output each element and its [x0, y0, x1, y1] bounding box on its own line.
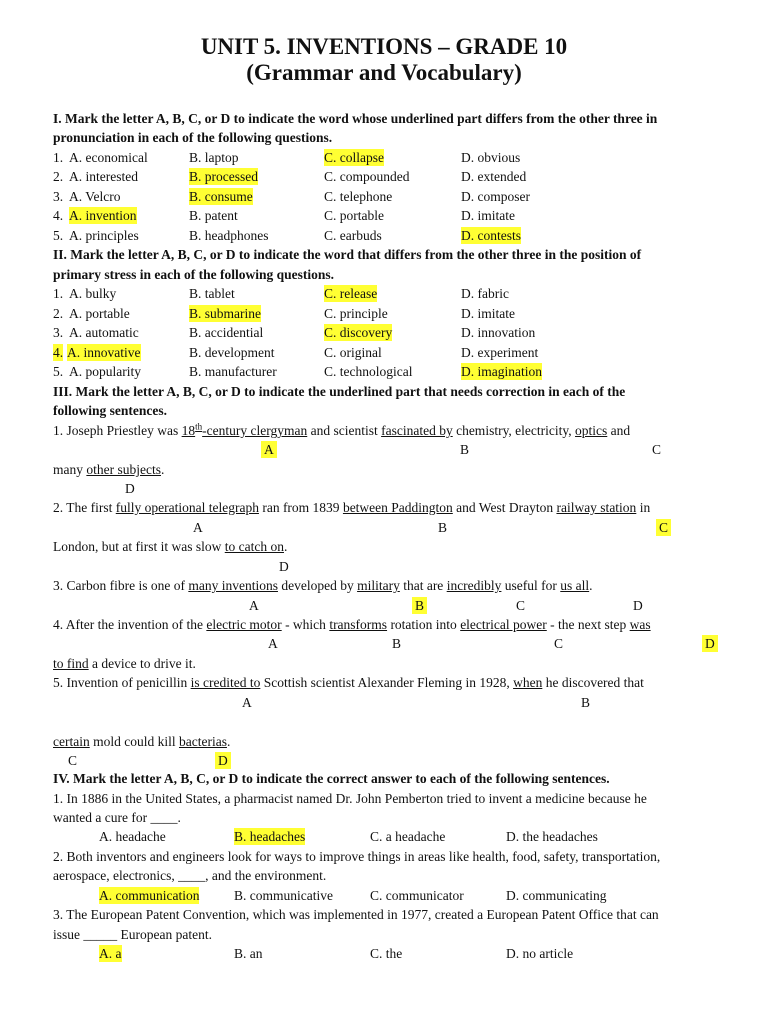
answer-letter: D: [215, 752, 231, 769]
option-d: D. experiment: [461, 345, 539, 360]
choice-letter: A: [242, 695, 252, 710]
option-a: A. automatic: [69, 325, 139, 340]
option-c: C. technological: [324, 364, 413, 379]
option-b: B. communicative: [234, 888, 333, 903]
mc-question-1-cont: wanted a cure for ____.: [53, 810, 181, 825]
worksheet-page: UNIT 5. INVENTIONS – GRADE 10 (Grammar and Vocabulary) I. Mark the letter A, B, C, or D to indicate the word whose underlined part differs from the other three in pronunciation in each of the following questions. 1. A. economical B. laptop C. collapse D. obvious 2. A. interested B. processed C. compounded D. extended 3. A. Velcro B. consume C. telephone D. composer 4. A. invention B. patent C. portable D. imitate 5. A. principles B. headphones C. earbuds D. contests II. Mark the letter A, B, C, or D to indicate the word that differs from the other three in the position of primary stress in each of the following questions. 1. A. bulky B. tablet C. release D. fabric 2. A. portable B. submarine C. principle D. imitate 3. A. automatic B. accidential C. discovery D. innovation 4. A. innovative B. development C. original D. experiment 5. A. popularity B. manufacturer C. technological D. imagination III. Mark the letter A, B, C, or D to indicate the underlined part that needs correction in each of the following sentences. 1. Joseph Priestley was 18th-century clergyman and scientist fascinated by chemistry, electricity, optics and A B C many other subjects. D 2. The first fully operational telegraph ran from 1839 between Paddington and West Drayton railway station in A B C London, but at first it was slow to catch on. D 3. Carbon fibre is one of many inventions developed by military that are incredibly useful for us all. A B C D 4. After the invention of the electric motor - which transforms rotation into electrical power - the next step was A B C D to find a device to drive it. 5. Invention of penicillin is credited to Scottish scientist Alexander Fleming in 1928, when he discovered that A B certain mold could kill bacterias. C D IV. Mark the letter A, B, C, or D to indicate the correct answer to each of the following sentences. 1. In 1886 in the United States, a pharmacist named Dr. John Pemberton tried to invent a medicine because he wanted a cure for ____. A. headache B. headaches C. a headache D. the headaches 2. Both inventors and engineers look for ways to improve things in areas like health, food, safety, transportation, aerospace, electronics, ____, and the environment. A. communication B. communicative C. communicator D. communicating 3. The European Patent Convention, which was implemented in 1977, created a European Patent Office that can issue _____ European patent. A. a B. an C. the D. no article: [0, 0, 768, 1024]
option-b: B. headphones: [189, 228, 269, 243]
choice-letter: C: [554, 636, 564, 651]
option-a-answer: A. a: [99, 946, 122, 961]
option-c: C. original: [324, 345, 382, 360]
option-d: D. innovation: [461, 325, 536, 340]
option-d: D. the headaches: [506, 829, 598, 844]
mc-question-1: 1. In 1886 in the United States, a pharmacist named Dr. John Pemberton tried to invent a medicine because he: [53, 791, 647, 806]
option-b: B. an: [234, 946, 263, 961]
option-c: C. compounded: [324, 169, 410, 184]
option-c: C. earbuds: [324, 228, 382, 243]
section1-heading: I. Mark the letter A, B, C, or D to indicate the word whose underlined part differs from the other three in: [53, 111, 658, 126]
section1-heading-cont: pronunciation in each of the following questions.: [53, 130, 333, 145]
error-question-1-cont: many other subjects.: [53, 462, 165, 477]
option-c: C. communicator: [370, 888, 464, 903]
option-b: B. patent: [189, 208, 238, 223]
choice-letter: D: [279, 559, 289, 574]
option-a: A. popularity: [69, 364, 141, 379]
option-b-answer: B. processed: [189, 169, 258, 184]
error-question-5-cont: certain mold could kill bacterias.: [53, 734, 231, 749]
option-a: A. bulky: [69, 286, 117, 301]
option-d-answer: D. imagination: [461, 364, 542, 379]
choice-letter: B: [581, 695, 591, 710]
option-d: D. communicating: [506, 888, 607, 903]
option-b-answer: B. consume: [189, 189, 253, 204]
option-a: A. economical: [69, 150, 148, 165]
choice-letter: D: [633, 598, 643, 613]
choice-letter: C: [68, 753, 78, 768]
answer-letter: D: [702, 635, 718, 652]
option-b: B. tablet: [189, 286, 235, 301]
choice-letter: C: [516, 598, 526, 613]
option-d: D. imitate: [461, 306, 515, 321]
option-b: B. manufacturer: [189, 364, 277, 379]
option-b: B. development: [189, 345, 275, 360]
option-a-answer: A. communication: [99, 888, 200, 903]
choice-letter: A: [249, 598, 259, 613]
option-a: A. interested: [69, 169, 138, 184]
option-d: D. fabric: [461, 286, 509, 301]
choice-letter: B: [438, 520, 448, 535]
choice-letter: D: [125, 481, 135, 496]
option-d: D. no article: [506, 946, 574, 961]
option-a: A. portable: [69, 306, 130, 321]
error-question-3: 3. Carbon fibre is one of many inventions developed by military that are incredibly useful for us all.: [53, 578, 593, 593]
option-c-answer: C. collapse: [324, 150, 384, 165]
error-question-2-cont: London, but at first it was slow to catch on.: [53, 539, 288, 554]
option-c: C. principle: [324, 306, 388, 321]
option-b-answer: B. submarine: [189, 306, 261, 321]
choice-letter: C: [652, 442, 662, 457]
section2-heading-cont: primary stress in each of the following questions.: [53, 267, 335, 282]
section3-heading: III. Mark the letter A, B, C, or D to indicate the underlined part that needs correction in each of the: [53, 384, 626, 399]
answer-letter: B: [412, 597, 427, 614]
error-question-4-cont: to find a device to drive it.: [53, 656, 196, 671]
choice-letter: B: [460, 442, 470, 457]
option-d-answer: D. contests: [461, 228, 521, 243]
page-subtitle: (Grammar and Vocabulary): [246, 60, 522, 85]
error-question-1: 1. Joseph Priestley was 18th-century clergyman and scientist fascinated by chemistry, electricity, optics and: [53, 421, 631, 438]
mc-question-2-cont: aerospace, electronics, ____, and the environment.: [53, 868, 327, 883]
option-a-answer: A. invention: [69, 208, 137, 223]
option-a: A. Velcro: [69, 189, 121, 204]
option-c: C. portable: [324, 208, 384, 223]
option-c: C. the: [370, 946, 403, 961]
option-b-answer: B. headaches: [234, 829, 306, 844]
choice-letter: B: [392, 636, 402, 651]
option-a-answer: A. innovative: [67, 345, 141, 360]
mc-question-3: 3. The European Patent Convention, which was implemented in 1977, created a European Patent Office that can: [53, 907, 659, 922]
section2-heading: II. Mark the letter A, B, C, or D to indicate the word that differs from the other three in the position of: [53, 247, 642, 262]
option-d: D. obvious: [461, 150, 521, 165]
answer-letter: A: [261, 441, 277, 458]
option-c: C. a headache: [370, 829, 446, 844]
choice-letter: A: [268, 636, 278, 651]
choice-letter: A: [193, 520, 203, 535]
answer-letter: C: [656, 519, 671, 536]
option-c-answer: C. discovery: [324, 325, 393, 340]
option-a: A. principles: [69, 228, 139, 243]
section4-heading: IV. Mark the letter A, B, C, or D to indicate the correct answer to each of the following sentences.: [53, 771, 610, 786]
error-question-5: 5. Invention of penicillin is credited to Scottish scientist Alexander Fleming in 1928, when he discovered that: [53, 675, 644, 690]
option-d: D. extended: [461, 169, 527, 184]
mc-question-3-cont: issue _____ European patent.: [53, 927, 212, 942]
option-c-answer: C. release: [324, 286, 378, 301]
option-d: D. imitate: [461, 208, 515, 223]
option-b: B. laptop: [189, 150, 239, 165]
option-c: C. telephone: [324, 189, 393, 204]
mc-question-2: 2. Both inventors and engineers look for ways to improve things in areas like health, food, safety, transportation,: [53, 849, 661, 864]
option-b: B. accidential: [189, 325, 264, 340]
option-a: A. headache: [99, 829, 166, 844]
option-d: D. composer: [461, 189, 530, 204]
section3-heading-cont: following sentences.: [53, 403, 167, 418]
page-title: UNIT 5. INVENTIONS – GRADE 10: [200, 34, 568, 59]
error-question-2: 2. The first fully operational telegraph ran from 1839 between Paddington and West Drayton railway station in: [53, 500, 651, 515]
error-question-4: 4. After the invention of the electric motor - which transforms rotation into electrical power - the next step was: [53, 617, 651, 632]
